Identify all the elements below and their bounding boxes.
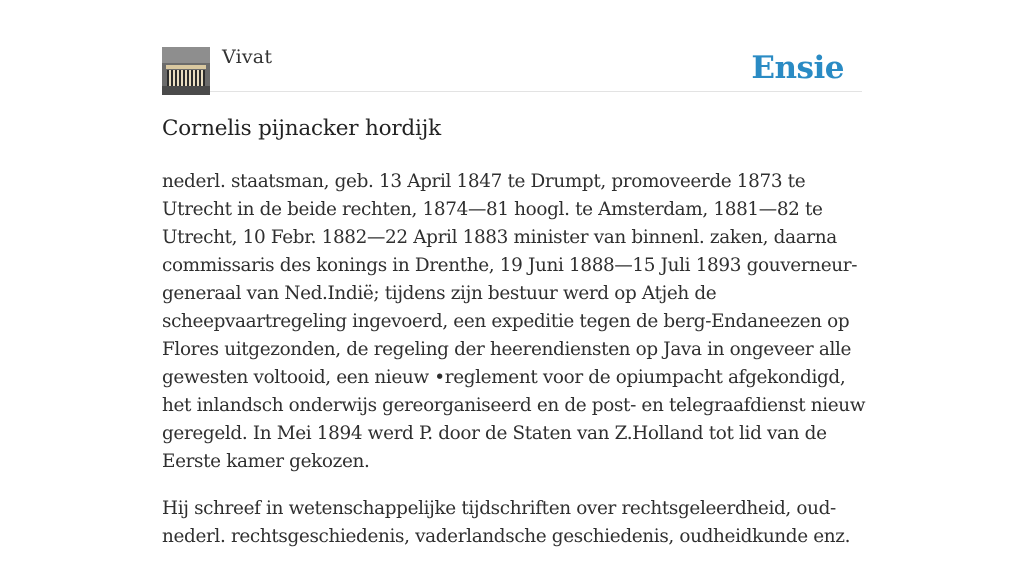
author-name[interactable]: Vivat	[222, 46, 273, 68]
article-body	[162, 168, 870, 570]
article-title: Cornelis pijnacker hordijk	[162, 116, 441, 141]
site-logo[interactable]: Ensie	[751, 50, 844, 86]
article-paragraph: Hij schreef in wetenschappelijke tijdschriften over rechtsgeleerdheid, oud-nederl. rechtsgeschiedenis, vaderlandsche geschiedenis, oudheidkunde enz.	[162, 498, 851, 547]
avatar-image	[162, 47, 210, 95]
avatar[interactable]	[162, 47, 210, 95]
article-header	[162, 45, 862, 92]
article-paragraph: nederl. staatsman, geb. 13 April 1847 te Drumpt, promoveerde 1873 te Utrecht in de beide rechten, 1874—81 hoogl. te Amsterdam, 1881—82 te Utrecht, 10 Febr. 1882—22 April 1883 minister van binnenl. zaken, daarna commissaris des konings in Drenthe, 19 Juni 1888—15 Juli 1893 gouverneur-generaal van Ned.Indië; tijdens zijn bestuur werd op Atjeh de scheepvaartregeling ingevoerd, een expeditie tegen de berg-Endaneezen op Flores uitgezonden, de regeling der heerendiensten op Java in ongeveer alle gewesten voltooid, een nieuw •reglement voor de opiumpacht afgekondigd, het inlandsch onderwijs gereorganiseerd en de post- en telegraafdienst nieuw geregeld. In Mei 1894 werd P. door de Staten van Z.Holland tot lid van de Eerste kamer gekozen.	[162, 171, 866, 472]
